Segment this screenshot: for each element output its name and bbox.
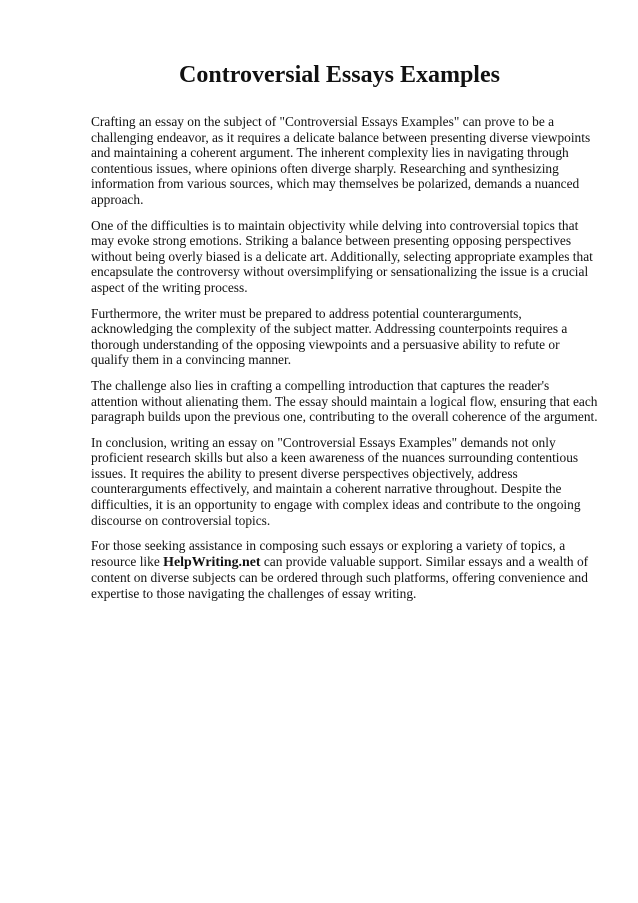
paragraph-intro: Crafting an essay on the subject of "Controversial Essays Examples" can prove to be a challenging endeavor, as it requires a delicate balance between presenting diverse viewpoints and maintaining a coherent argument. The inherent complexity lies in navigating through contentious issues, where opinions often diverge sharply. Researching and synthesizing information from various sources, which may themselves be polarized, demands a nuanced approach.: [91, 114, 591, 207]
paragraph-conclusion: In conclusion, writing an essay on "Controversial Essays Examples" demands not only proficient research skills but also a keen awareness of the nuances surrounding contentious issues. It requires the ability to present diverse perspectives objectively, address counterarguments effectively, and maintain a coherent narrative throughout. Despite the difficulties, it is an opportunity to engage with complex ideas and contribute to the ongoing discourse on controversial topics.: [91, 434, 581, 528]
paragraph-introduction-challenge: The challenge also lies in crafting a compelling introduction that captures the reader's attention without alienating them. The essay should maintain a logical flow, ensuring that each paragraph builds upon the previous one, contributing to the overall coherence of the argument.: [91, 377, 598, 425]
closing-text-after: can provide valuable support. Similar essays and a wealth of content on diverse subjects can be ordered through such platforms, offering convenience and expertise to those navigating the challenges of essay writing.: [91, 553, 589, 602]
brand-name: HelpWriting.net: [163, 554, 261, 570]
paragraph-closing: [91, 538, 598, 601]
page-title: Controversial Essays Examples: [179, 62, 500, 88]
closing-text-before: For those seeking assistance in composing such essays or exploring a variety of topics, a resource like: [91, 538, 566, 569]
paragraph-counterarguments: Furthermore, the writer must be prepared to address potential counterarguments, acknowledging the complexity of the subject matter. Addressing counterpoints requires a thorough understanding of the opposing viewpoints and a persuasive ability to refute or qualify them in a convincing manner.: [91, 305, 568, 368]
paragraph-objectivity: One of the difficulties is to maintain objectivity while delving into controversial topics that may evoke strong emotions. Striking a balance between presenting opposing perspectives without being overly biased is a delicate art. Additionally, selecting appropriate examples that encapsulate the controversy without oversimplifying or sensationalizing the issue is a crucial aspect of the writing process.: [91, 217, 593, 295]
